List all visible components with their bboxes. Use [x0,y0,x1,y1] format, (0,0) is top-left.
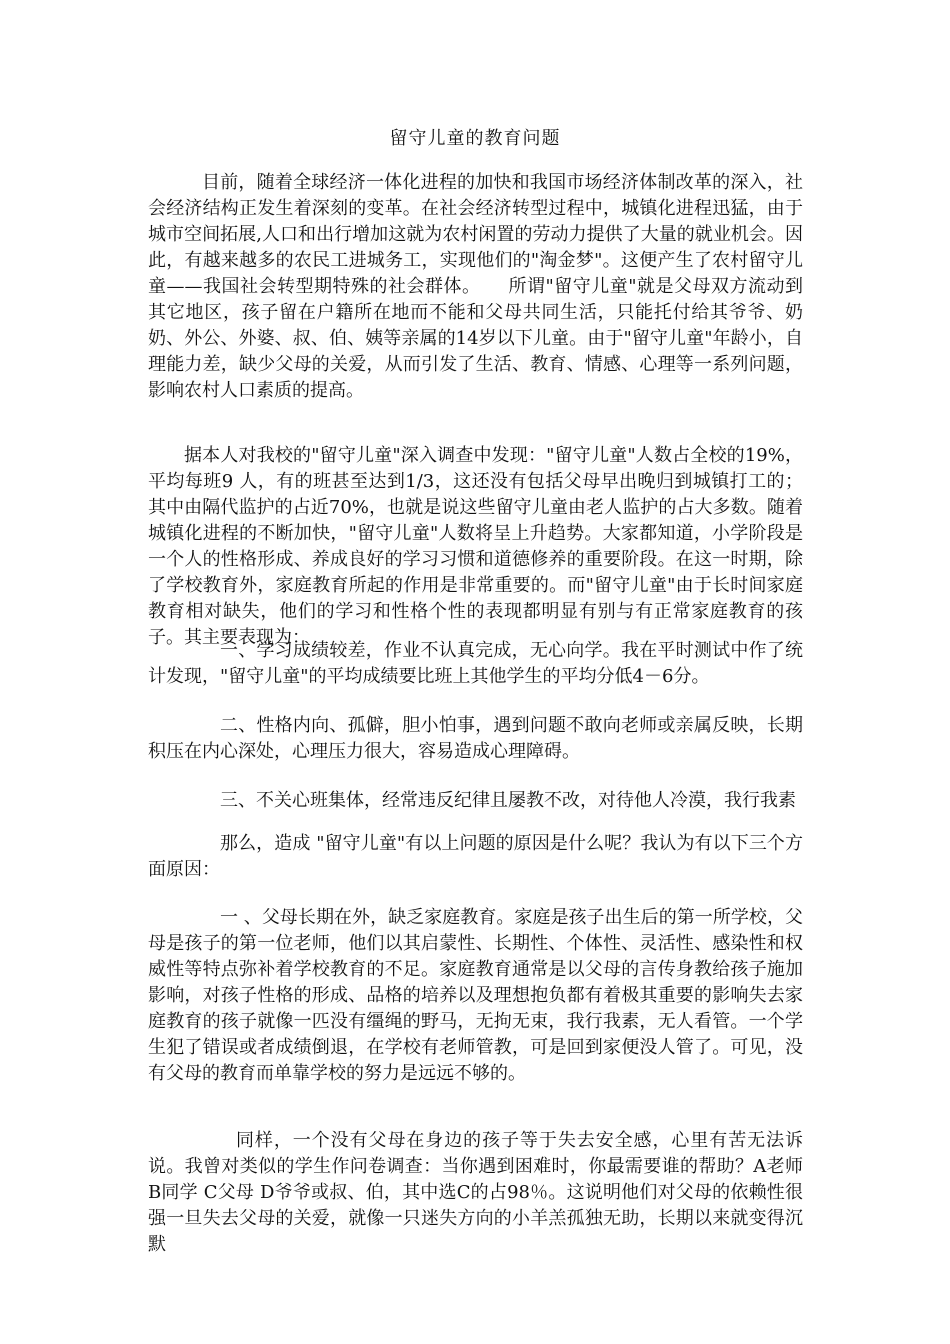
paragraph-point-one: 一、学习成绩较差，作业不认真完成，无心向学。我在平时测试中作了统计发现，"留守儿童"的平均成绩要比班上其他学生的平均分低4－6分。 [148,640,803,687]
paragraph-security: 同样，一个没有父母在身边的孩子等于失去安全感，心里有苦无法诉说。我曾对类似的学生作问卷调查：当你遇到困难时，你最需要谁的帮助？A老师 B同学 C父母 D爷爷或叔、伯，其中选C的占98％。这说明他们对父母的依赖性很强一旦失去父母的关爱，就像一只迷失方向的小羊羔孤独无助，长期以来就变得沉默 [148,1130,803,1255]
paragraph-point-three: 三、不关心班集体，经常违反纪律且屡教不改，对待他人冷漠，我行我素 [220,790,796,811]
paragraph-reasons-question: 那么，造成 "留守儿童"有以上问题的原因是什么呢？我认为有以下三个方面原因： [148,833,803,880]
paragraph-survey: 据本人对我校的"留守儿童"深入调查中发现："留守儿童"人数占全校的19%，平均每班9 人，有的班甚至达到1/3，这还没有包括父母早出晚归到城镇打工的；其中由隔代监护的占近70%，也就是说这些留守儿童由老人监护的占大多数。随着城镇化进程的不断加快，"留守儿童"人数将呈上升趋势。大家都知道，小学阶段是一个人的性格形成、养成良好的学习习惯和道德修养的重要阶段。在这一时期，除了学校教育外，家庭教育所起的作用是非常重要的。而"留守儿童"由于长时间家庭教育相对缺失，他们的学习和性格个性的表现都明显有别与有正常家庭教育的孩子。其主要表现为： [148,445,803,648]
paragraph-point-two: 二、性格内向、孤僻，胆小怕事，遇到问题不敢向老师或亲属反映，长期积压在内心深处，心理压力很大，容易造成心理障碍。 [148,715,803,762]
paragraph-intro: 目前，随着全球经济一体化进程的加快和我国市场经济体制改革的深入，社会经济结构正发生着深刻的变革。在社会经济转型过程中，城镇化进程迅猛，由于城市空间拓展,人口和出行增加这就为农村闲置的劳动力提供了大量的就业机会。因此，有越来越多的农民工进城务工，实现他们的"淘金梦"。这便产生了农村留守儿童——我国社会转型期特殊的社会群体。 所谓"留守儿童"就是父母双方流动到其它地区，孩子留在户籍所在地而不能和父母共同生活，只能托付给其爷爷、奶奶、外公、外婆、叔、伯、姨等亲属的14岁以下儿童。由于"留守儿童"年龄小，自理能力差，缺少父母的关爱，从而引发了生活、教育、情感、心理等一系列问题，影响农村人口素质的提高。 [148,172,803,401]
paragraph-reason-one: 一 、父母长期在外，缺乏家庭教育。家庭是孩子出生后的第一所学校，父母是孩子的第一位老师，他们以其启蒙性、长期性、个体性、灵活性、感染性和权威性等特点弥补着学校教育的不足。家庭教育通常是以父母的言传身教给孩子施加影响，对孩子性格的形成、品格的培养以及理想抱负都有着极其重要的影响失去家庭教育的孩子就像一匹没有缰绳的野马，无拘无束，我行我素，无人看管。一个学生犯了错误或者成绩倒退，在学校有老师管教，可是回到家便没人管了。可见，没有父母的教育而单靠学校的努力是远远不够的。 [148,907,803,1084]
document-title: 留守儿童的教育问题 [389,128,561,149]
